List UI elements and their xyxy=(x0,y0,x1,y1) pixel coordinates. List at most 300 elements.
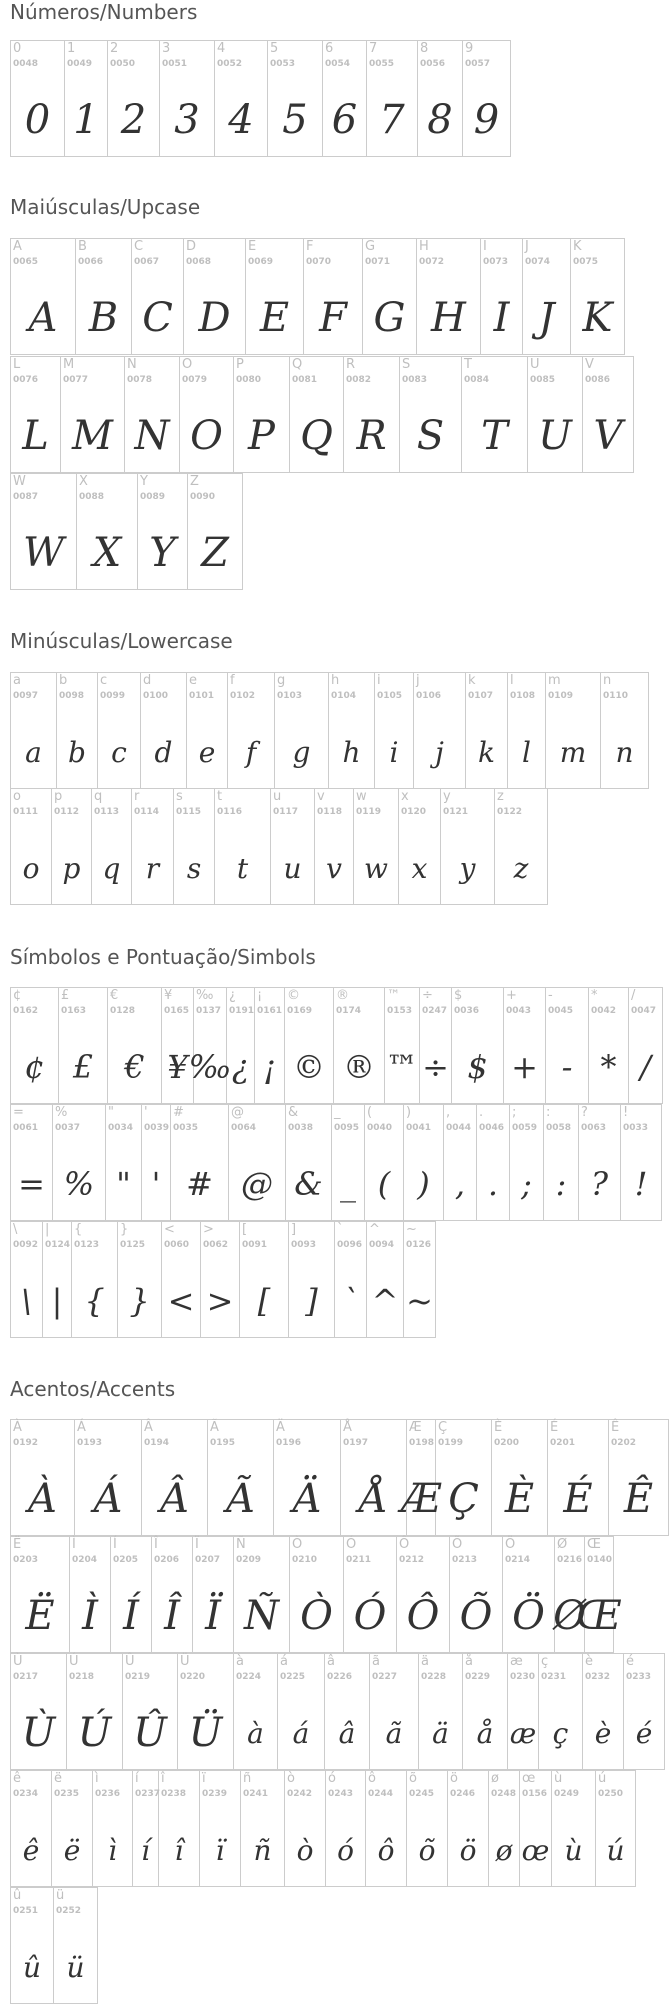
glyph-code: 0078 xyxy=(127,375,153,385)
glyph-sample: 1 xyxy=(73,97,99,143)
glyph-code: 0076 xyxy=(13,375,39,385)
glyph-cell xyxy=(11,788,52,905)
glyph-cell xyxy=(11,1536,70,1653)
glyph-label: K xyxy=(573,239,582,254)
glyph-sample: s xyxy=(186,851,202,885)
glyph-label: û xyxy=(13,1888,22,1903)
glyph-code: 0037 xyxy=(55,1123,81,1133)
glyph-sample: Ó xyxy=(353,1593,387,1639)
glyph-label: # xyxy=(173,1105,184,1120)
glyph-cell xyxy=(11,1104,53,1221)
glyph-label: ¥ xyxy=(164,988,173,1003)
glyph-sample: Q xyxy=(300,413,333,459)
glyph-sample: a xyxy=(25,735,42,769)
glyph-sample: œ xyxy=(521,1833,550,1867)
glyph-sample: - xyxy=(561,1048,573,1086)
glyph-code: 0065 xyxy=(13,257,39,267)
glyph-sample: û xyxy=(22,1950,42,1984)
glyph-cell xyxy=(188,473,243,590)
glyph-code: 0140 xyxy=(587,1555,613,1565)
glyph-cell xyxy=(77,473,138,590)
glyph-code: 0217 xyxy=(13,1672,39,1682)
glyph-sample: g xyxy=(292,735,311,769)
glyph-code: 0218 xyxy=(69,1672,95,1682)
glyph-sample: 7 xyxy=(379,97,405,143)
glyph-label: f xyxy=(230,673,235,688)
glyph-sample: ~ xyxy=(406,1282,433,1320)
glyph-sample: Ã xyxy=(226,1476,255,1522)
glyph-cell xyxy=(404,1221,436,1338)
glyph-sample: 4 xyxy=(228,97,254,143)
glyph-sample: C xyxy=(142,295,173,341)
glyph-code: 0039 xyxy=(144,1123,170,1133)
glyph-code: 0200 xyxy=(494,1438,520,1448)
glyph-label: g xyxy=(277,673,286,688)
glyph-sample: t xyxy=(236,851,249,885)
glyph-code: 0085 xyxy=(530,375,556,385)
glyph-code: 0036 xyxy=(454,1006,480,1016)
glyph-sample: B xyxy=(88,295,119,341)
glyph-label: Œ xyxy=(587,1537,601,1552)
glyph-sample: € xyxy=(124,1048,145,1086)
glyph-sample: S xyxy=(416,413,445,459)
glyph-label: o xyxy=(13,789,21,804)
glyph-sample: R xyxy=(356,413,387,459)
glyph-cell xyxy=(11,1653,67,1770)
glyph-sample: á xyxy=(292,1716,310,1750)
glyph-sample: Î xyxy=(164,1593,180,1639)
glyph-sample: à xyxy=(247,1716,264,1750)
glyph-label: I xyxy=(483,239,487,254)
glyph-label: a xyxy=(13,673,21,688)
glyph-cell xyxy=(152,1536,193,1653)
glyph-code: 0049 xyxy=(67,59,93,69)
glyph-label: ~ xyxy=(406,1222,417,1237)
glyph-code: 0079 xyxy=(182,375,208,385)
glyph-sample: ? xyxy=(590,1165,609,1203)
glyph-code: 0103 xyxy=(277,691,303,701)
glyph-sample: $ xyxy=(467,1048,488,1086)
glyph-label: ø xyxy=(491,1771,499,1786)
glyph-sample: k xyxy=(478,735,495,769)
glyph-code: 0057 xyxy=(465,59,491,69)
glyph-cell xyxy=(304,238,363,355)
glyph-code: 0211 xyxy=(346,1555,372,1565)
glyph-label: [ xyxy=(242,1222,248,1237)
glyph-sample: d xyxy=(154,735,173,769)
glyph-code: 0128 xyxy=(110,1006,136,1016)
glyph-cell xyxy=(477,1104,510,1221)
glyph-label: < xyxy=(164,1222,175,1237)
glyph-label: , xyxy=(446,1105,451,1120)
glyph-label: C xyxy=(134,239,144,254)
glyph-label: 5 xyxy=(270,41,279,56)
glyph-sample: Y xyxy=(149,530,176,576)
glyph-cell xyxy=(289,1221,335,1338)
glyph-row xyxy=(10,1104,662,1221)
glyph-label: " xyxy=(108,1105,114,1120)
glyph-cell xyxy=(98,672,141,789)
glyph-label: j xyxy=(416,673,420,688)
glyph-sample: Ô xyxy=(406,1593,440,1639)
glyph-code: 0092 xyxy=(13,1240,39,1250)
glyph-sample: ^ xyxy=(371,1282,399,1320)
glyph-code: 0111 xyxy=(13,807,39,817)
glyph-code: 0038 xyxy=(288,1123,314,1133)
glyph-label: l xyxy=(510,673,514,688)
glyph-code: 0043 xyxy=(506,1006,532,1016)
glyph-code: 0033 xyxy=(623,1123,649,1133)
glyph-cell xyxy=(444,1104,477,1221)
glyph-code: 0165 xyxy=(164,1006,190,1016)
glyph-code: 0093 xyxy=(291,1240,317,1250)
glyph-code: 0125 xyxy=(120,1240,146,1250)
glyph-code: 0227 xyxy=(372,1672,398,1682)
glyph-row xyxy=(10,356,634,473)
glyph-cell xyxy=(54,1887,98,2004)
glyph-label: Ñ xyxy=(236,1537,246,1552)
glyph-label: Ï xyxy=(195,1537,199,1552)
glyph-row xyxy=(10,1887,98,2004)
glyph-cell xyxy=(571,238,625,355)
glyph-cell xyxy=(323,40,367,157)
glyph-label: Ì xyxy=(72,1537,76,1552)
glyph-cell xyxy=(123,1653,178,1770)
glyph-label: ñ xyxy=(243,1771,252,1786)
glyph-label: œ xyxy=(522,1771,536,1786)
glyph-label: . xyxy=(479,1105,484,1120)
glyph-cell xyxy=(344,356,400,473)
glyph-label: 0 xyxy=(13,41,22,56)
glyph-code: 0191 xyxy=(229,1006,255,1016)
glyph-label: ; xyxy=(512,1105,517,1120)
glyph-label: ™ xyxy=(387,988,400,1003)
glyph-code: 0126 xyxy=(406,1240,432,1250)
glyph-sample: ` xyxy=(342,1282,359,1320)
glyph-sample: I xyxy=(493,295,510,341)
glyph-label: z xyxy=(497,789,504,804)
glyph-label: £ xyxy=(61,988,70,1003)
glyph-sample: ø xyxy=(495,1833,513,1867)
glyph-label: ÷ xyxy=(422,988,433,1003)
glyph-label: | xyxy=(45,1222,50,1237)
glyph-code: 0060 xyxy=(164,1240,190,1250)
glyph-code: 0119 xyxy=(356,807,382,817)
glyph-sample: Ù xyxy=(21,1710,56,1756)
glyph-label: î xyxy=(161,1771,165,1786)
glyph-label: À xyxy=(13,1420,22,1435)
glyph-cell xyxy=(404,1104,444,1221)
glyph-code: 0097 xyxy=(13,691,39,701)
glyph-cell xyxy=(241,1770,285,1887)
glyph-sample: Õ xyxy=(459,1593,493,1639)
glyph-label: _ xyxy=(334,1105,341,1120)
glyph-code: 0248 xyxy=(491,1789,517,1799)
glyph-sample: T xyxy=(481,413,508,459)
glyph-cell xyxy=(208,1419,274,1536)
glyph-label: ù xyxy=(554,1771,563,1786)
glyph-label: ¢ xyxy=(13,988,22,1003)
glyph-cell xyxy=(466,672,508,789)
glyph-cell xyxy=(11,1887,54,2004)
glyph-cell xyxy=(462,356,528,473)
glyph-code: 0207 xyxy=(195,1555,221,1565)
glyph-label: x xyxy=(401,789,409,804)
glyph-cell xyxy=(539,1653,583,1770)
glyph-code: 0064 xyxy=(231,1123,257,1133)
glyph-sample: Í xyxy=(123,1593,139,1639)
glyph-sample: ã xyxy=(385,1716,403,1750)
glyph-label: ü xyxy=(56,1888,65,1903)
glyph-cell xyxy=(400,356,462,473)
glyph-label: J xyxy=(525,239,529,254)
glyph-code: 0071 xyxy=(365,257,391,267)
glyph-code: 0094 xyxy=(369,1240,395,1250)
glyph-code: 0153 xyxy=(387,1006,413,1016)
glyph-label: 3 xyxy=(162,41,171,56)
glyph-label: ç xyxy=(541,1654,549,1669)
glyph-sample: F xyxy=(319,295,347,341)
glyph-code: 0156 xyxy=(522,1789,548,1799)
glyph-cell xyxy=(234,1653,278,1770)
glyph-cell xyxy=(278,1653,325,1770)
glyph-code: 0095 xyxy=(334,1123,360,1133)
glyph-cell xyxy=(510,1104,544,1221)
glyph-label: 1 xyxy=(67,41,76,56)
glyph-cell xyxy=(70,1536,111,1653)
glyph-cell xyxy=(52,1770,93,1887)
glyph-label: æ xyxy=(510,1654,523,1669)
glyph-code: 0192 xyxy=(13,1438,39,1448)
glyph-cell xyxy=(397,1536,450,1653)
glyph-sample: í xyxy=(141,1833,150,1867)
glyph-cell xyxy=(441,788,495,905)
glyph-cell xyxy=(544,1104,579,1221)
glyph-sample: " xyxy=(116,1165,131,1203)
glyph-sample: n xyxy=(615,735,634,769)
glyph-cell xyxy=(125,356,180,473)
glyph-sample: N xyxy=(134,413,170,459)
glyph-code: 0118 xyxy=(317,807,343,817)
glyph-label: ï xyxy=(202,1771,206,1786)
glyph-cell xyxy=(508,1653,539,1770)
glyph-label: B xyxy=(78,239,87,254)
glyph-cell xyxy=(174,788,215,905)
glyph-sample: i xyxy=(389,735,399,769)
glyph-cell xyxy=(184,238,246,355)
glyph-code: 0096 xyxy=(337,1240,363,1250)
glyph-sample: & xyxy=(294,1165,323,1203)
glyph-code: 0241 xyxy=(243,1789,269,1799)
glyph-code: 0074 xyxy=(525,257,551,267)
glyph-sample: 0 xyxy=(24,97,51,143)
glyph-label: > xyxy=(203,1222,214,1237)
glyph-sample: Å xyxy=(359,1476,388,1522)
glyph-cell xyxy=(589,987,629,1104)
glyph-code: 0104 xyxy=(331,691,357,701)
glyph-code: 0050 xyxy=(110,59,136,69)
glyph-sample: ¿ xyxy=(231,1048,250,1086)
glyph-code: 0242 xyxy=(287,1789,313,1799)
glyph-code: 0236 xyxy=(95,1789,121,1799)
glyph-label: ä xyxy=(421,1654,429,1669)
glyph-sample: r xyxy=(145,851,160,885)
glyph-sample: ç xyxy=(552,1716,569,1750)
glyph-cell xyxy=(133,1770,159,1887)
glyph-code: 0069 xyxy=(248,257,274,267)
glyph-code: 0034 xyxy=(108,1123,134,1133)
glyph-label: U xyxy=(530,357,540,372)
glyph-label: Ù xyxy=(13,1654,23,1669)
glyph-code: 0237 xyxy=(135,1789,161,1799)
glyph-cell xyxy=(162,1221,201,1338)
glyph-sample: K xyxy=(582,295,613,341)
glyph-label: Ã xyxy=(210,1420,219,1435)
glyph-sample: Ñ xyxy=(244,1593,279,1639)
glyph-cell xyxy=(275,672,329,789)
glyph-label: d xyxy=(143,673,152,688)
glyph-cell xyxy=(234,1536,290,1653)
glyph-cell xyxy=(448,1770,489,1887)
glyph-cell xyxy=(367,1221,404,1338)
glyph-cell xyxy=(274,1419,341,1536)
glyph-sample: * xyxy=(600,1048,617,1086)
glyph-code: 0048 xyxy=(13,59,39,69)
glyph-cell xyxy=(106,1104,142,1221)
glyph-label: ' xyxy=(144,1105,148,1120)
glyph-sample: ù xyxy=(564,1833,583,1867)
glyph-sample: À xyxy=(28,1476,57,1522)
glyph-code: 0091 xyxy=(242,1240,268,1250)
glyph-sample: ) xyxy=(417,1165,430,1203)
glyph-cell xyxy=(215,788,271,905)
glyph-label: Ë xyxy=(13,1537,22,1552)
glyph-sample: Ú xyxy=(77,1710,112,1756)
glyph-cell xyxy=(399,788,441,905)
glyph-label: Ó xyxy=(346,1537,357,1552)
glyph-code: 0210 xyxy=(292,1555,318,1565)
glyph-sample: Û xyxy=(133,1710,167,1756)
glyph-code: 0087 xyxy=(13,492,39,502)
glyph-label: ® xyxy=(336,988,349,1003)
glyph-row xyxy=(10,788,548,905)
glyph-label: Ö xyxy=(505,1537,516,1552)
glyph-code: 0077 xyxy=(63,375,89,385)
glyph-cell xyxy=(548,1419,609,1536)
glyph-label: © xyxy=(287,988,300,1003)
glyph-cell xyxy=(463,40,511,157)
glyph-code: 0110 xyxy=(603,691,629,701)
glyph-sample: 5 xyxy=(282,97,308,143)
glyph-cell xyxy=(546,672,601,789)
glyph-cell xyxy=(315,788,354,905)
glyph-label: Ä xyxy=(276,1420,285,1435)
glyph-sample: } xyxy=(129,1282,150,1320)
glyph-label: D xyxy=(186,239,197,254)
glyph-sample: Z xyxy=(201,530,229,576)
glyph-sample: A xyxy=(28,295,58,341)
glyph-sample: O xyxy=(190,413,223,459)
glyph-label: Ç xyxy=(438,1420,448,1435)
glyph-code: 0203 xyxy=(13,1555,39,1565)
glyph-sample: © xyxy=(293,1048,325,1086)
glyph-cell xyxy=(11,1770,52,1887)
glyph-cell xyxy=(93,1770,133,1887)
glyph-cell xyxy=(240,1221,289,1338)
glyph-cell xyxy=(601,672,649,789)
glyph-label: Ê xyxy=(611,1420,620,1435)
glyph-sample: ] xyxy=(305,1282,318,1320)
glyph-label: ` xyxy=(337,1222,344,1237)
glyph-label: y xyxy=(443,789,451,804)
glyph-cell xyxy=(76,238,132,355)
glyph-cell xyxy=(162,987,194,1104)
glyph-sample: # xyxy=(186,1165,213,1203)
glyph-code: 0228 xyxy=(421,1672,447,1682)
glyph-cell xyxy=(53,1104,106,1221)
glyph-sample: m xyxy=(559,735,587,769)
glyph-code: 0112 xyxy=(54,807,80,817)
glyph-label: é xyxy=(626,1654,634,1669)
glyph-code: 0088 xyxy=(79,492,105,502)
glyph-code: 0086 xyxy=(585,375,611,385)
glyph-cell xyxy=(111,1536,152,1653)
glyph-sample: ê xyxy=(22,1833,40,1867)
glyph-sample: È xyxy=(504,1476,535,1522)
glyph-label: õ xyxy=(409,1771,417,1786)
glyph-label: @ xyxy=(231,1105,244,1120)
glyph-cell xyxy=(450,1536,503,1653)
glyph-sample: M xyxy=(72,413,113,459)
glyph-code: 0220 xyxy=(180,1672,206,1682)
glyph-label: å xyxy=(465,1654,473,1669)
glyph-cell xyxy=(407,1770,448,1887)
glyph-cell xyxy=(180,356,234,473)
glyph-cell xyxy=(193,1536,234,1653)
glyph-cell xyxy=(246,238,304,355)
glyph-label: ‰ xyxy=(196,988,214,1003)
glyph-label: Á xyxy=(77,1420,86,1435)
glyph-code: 0075 xyxy=(573,257,599,267)
glyph-label: F xyxy=(306,239,314,254)
glyph-sample: ™ xyxy=(386,1048,418,1086)
glyph-label: Õ xyxy=(452,1537,463,1552)
glyph-cell xyxy=(286,1104,332,1221)
glyph-code: 0098 xyxy=(59,691,85,701)
glyph-sample: P xyxy=(248,413,275,459)
glyph-code: 0225 xyxy=(280,1672,306,1682)
glyph-code: 0233 xyxy=(626,1672,652,1682)
glyph-cell xyxy=(492,1419,548,1536)
glyph-cell xyxy=(108,40,160,157)
glyph-sample: ò xyxy=(296,1833,314,1867)
glyph-label: € xyxy=(110,988,119,1003)
glyph-sample: å xyxy=(476,1716,494,1750)
glyph-row xyxy=(10,238,625,355)
glyph-sample: | xyxy=(51,1282,63,1320)
glyph-cell xyxy=(72,1221,118,1338)
glyph-label: w xyxy=(356,789,367,804)
glyph-cell xyxy=(268,40,323,157)
glyph-code: 0059 xyxy=(512,1123,538,1133)
glyph-sample: o xyxy=(22,851,40,885)
glyph-code: 0116 xyxy=(217,807,243,817)
glyph-code: 0044 xyxy=(446,1123,472,1133)
glyph-label: Z xyxy=(190,474,199,489)
glyph-sample: E xyxy=(259,295,290,341)
glyph-code: 0234 xyxy=(13,1789,39,1799)
glyph-sample: 3 xyxy=(174,97,200,143)
